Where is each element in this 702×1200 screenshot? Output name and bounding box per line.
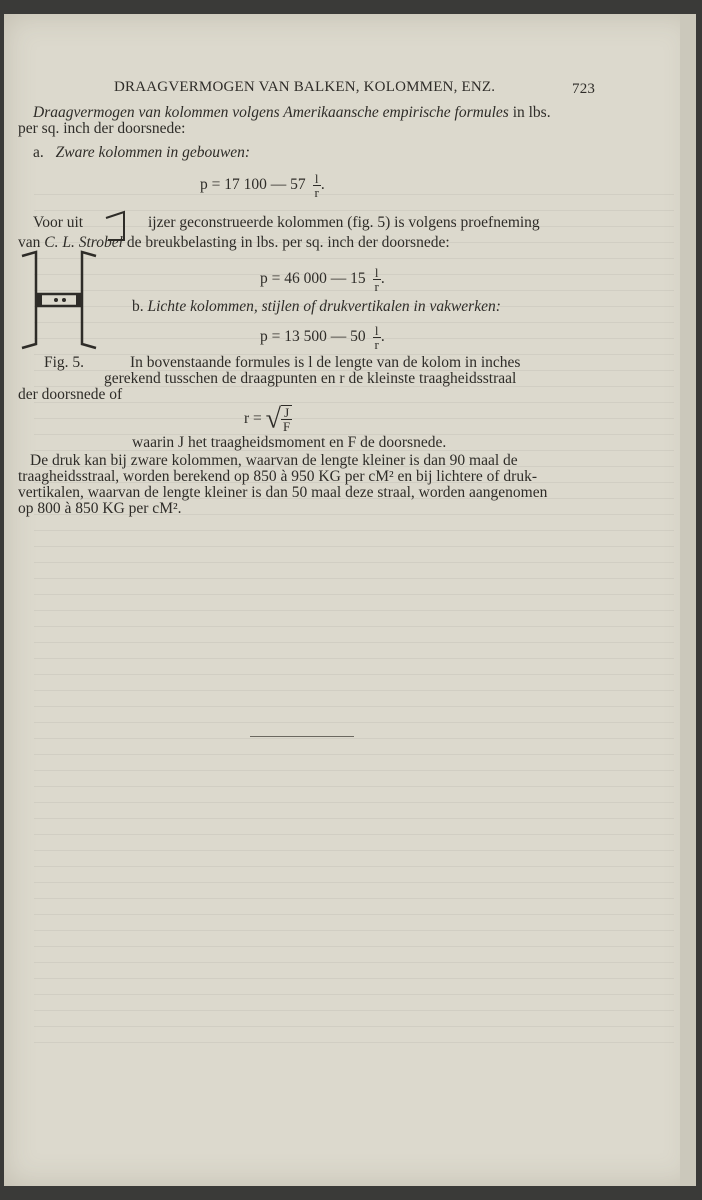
formula-r-lhs: r = [244,410,262,427]
formula-b1-end: . [380,270,385,288]
sqrt-sign: √ [265,403,282,435]
where-line: waarin J het traagheidsmoment en F de doorsnede. [132,434,447,451]
book-page [4,14,696,1186]
figure-5-caption: Fig. 5. [44,354,85,371]
formula-b1-fraction [373,266,381,293]
formula-a [200,172,325,199]
formula-b2-fraction [373,324,381,351]
formula-b2 [260,324,385,351]
section-b-heading [132,298,501,316]
formula-b2-denominator: r [374,337,379,352]
page-edge [680,14,696,1186]
section-b-label: b. [132,298,144,315]
formula-r-fraction [281,405,292,433]
figure-5-column-section [20,250,104,350]
formula-r-denominator: F [283,419,291,435]
para1-author: C. L. Strobel [44,234,123,251]
formula-b1-numerator: l [373,266,381,280]
section-a-label: a. [33,144,44,161]
formula-b1-denominator: r [374,279,379,294]
formula-a-denominator: r [314,185,319,200]
formula-b2-end: . [380,328,385,346]
para1-line1-rest: ijzer geconstrueerde kolommen (fig. 5) is volgens proefneming [148,214,540,231]
intro-tail: in lbs. [512,104,551,121]
intro-italic: Draagvermogen van kolommen volgens Amerikaansche empirische formules [33,104,509,121]
para2-line3: der doorsnede of [18,386,123,403]
section-divider [250,736,354,737]
section-b-title: Lichte kolommen, stijlen of drukvertikalen in vakwerken: [147,298,501,315]
para3-line2: traagheidsstraal, worden berekend op 850 à 950 KG per cM² en bij lichtere of druk- [18,468,537,485]
section-a-title: Zware kolommen in gebouwen: [55,144,251,161]
formula-r-numerator: J [281,406,292,420]
para3-line4: op 800 à 850 KG per cM². [18,500,182,517]
formula-r [244,402,292,436]
formula-b2-lhs: p = 13 500 — 50 [260,328,366,346]
formula-b1-lhs: p = 46 000 — 15 [260,270,366,288]
formula-a-end: . [320,176,325,194]
para2-line1: In bovenstaande formules is l de lengte van de kolom in inches [130,354,521,371]
intro-line-2: per sq. inch der doorsnede: [18,120,186,137]
formula-a-fraction [313,172,321,199]
show-through-texture [34,194,674,1054]
para3-line1: De druk kan bij zware kolommen, waarvan de lengte kleiner is dan 90 maal de [30,452,518,469]
formula-b2-numerator: l [373,324,381,338]
para3-line3: vertikalen, waarvan de lengte kleiner is dan 50 maal deze straal, worden aangenomen [18,484,548,501]
formula-a-lhs: p = 17 100 — 57 [200,176,306,194]
formula-b1 [260,266,385,293]
para1-line2-rest: de breukbelasting in lbs. per sq. inch der doorsnede: [126,234,450,251]
section-a-heading [33,144,250,162]
page-number: 723 [572,81,596,97]
formula-a-numerator: l [313,172,321,186]
para1-line2-start: van [18,234,41,251]
para1-line1-start: Voor uit [33,214,84,231]
running-header: DRAAGVERMOGEN VAN BALKEN, KOLOMMEN, ENZ. [114,79,496,95]
para2-line2: gerekend tusschen de draagpunten en r de kleinste traagheidsstraal [104,370,517,387]
